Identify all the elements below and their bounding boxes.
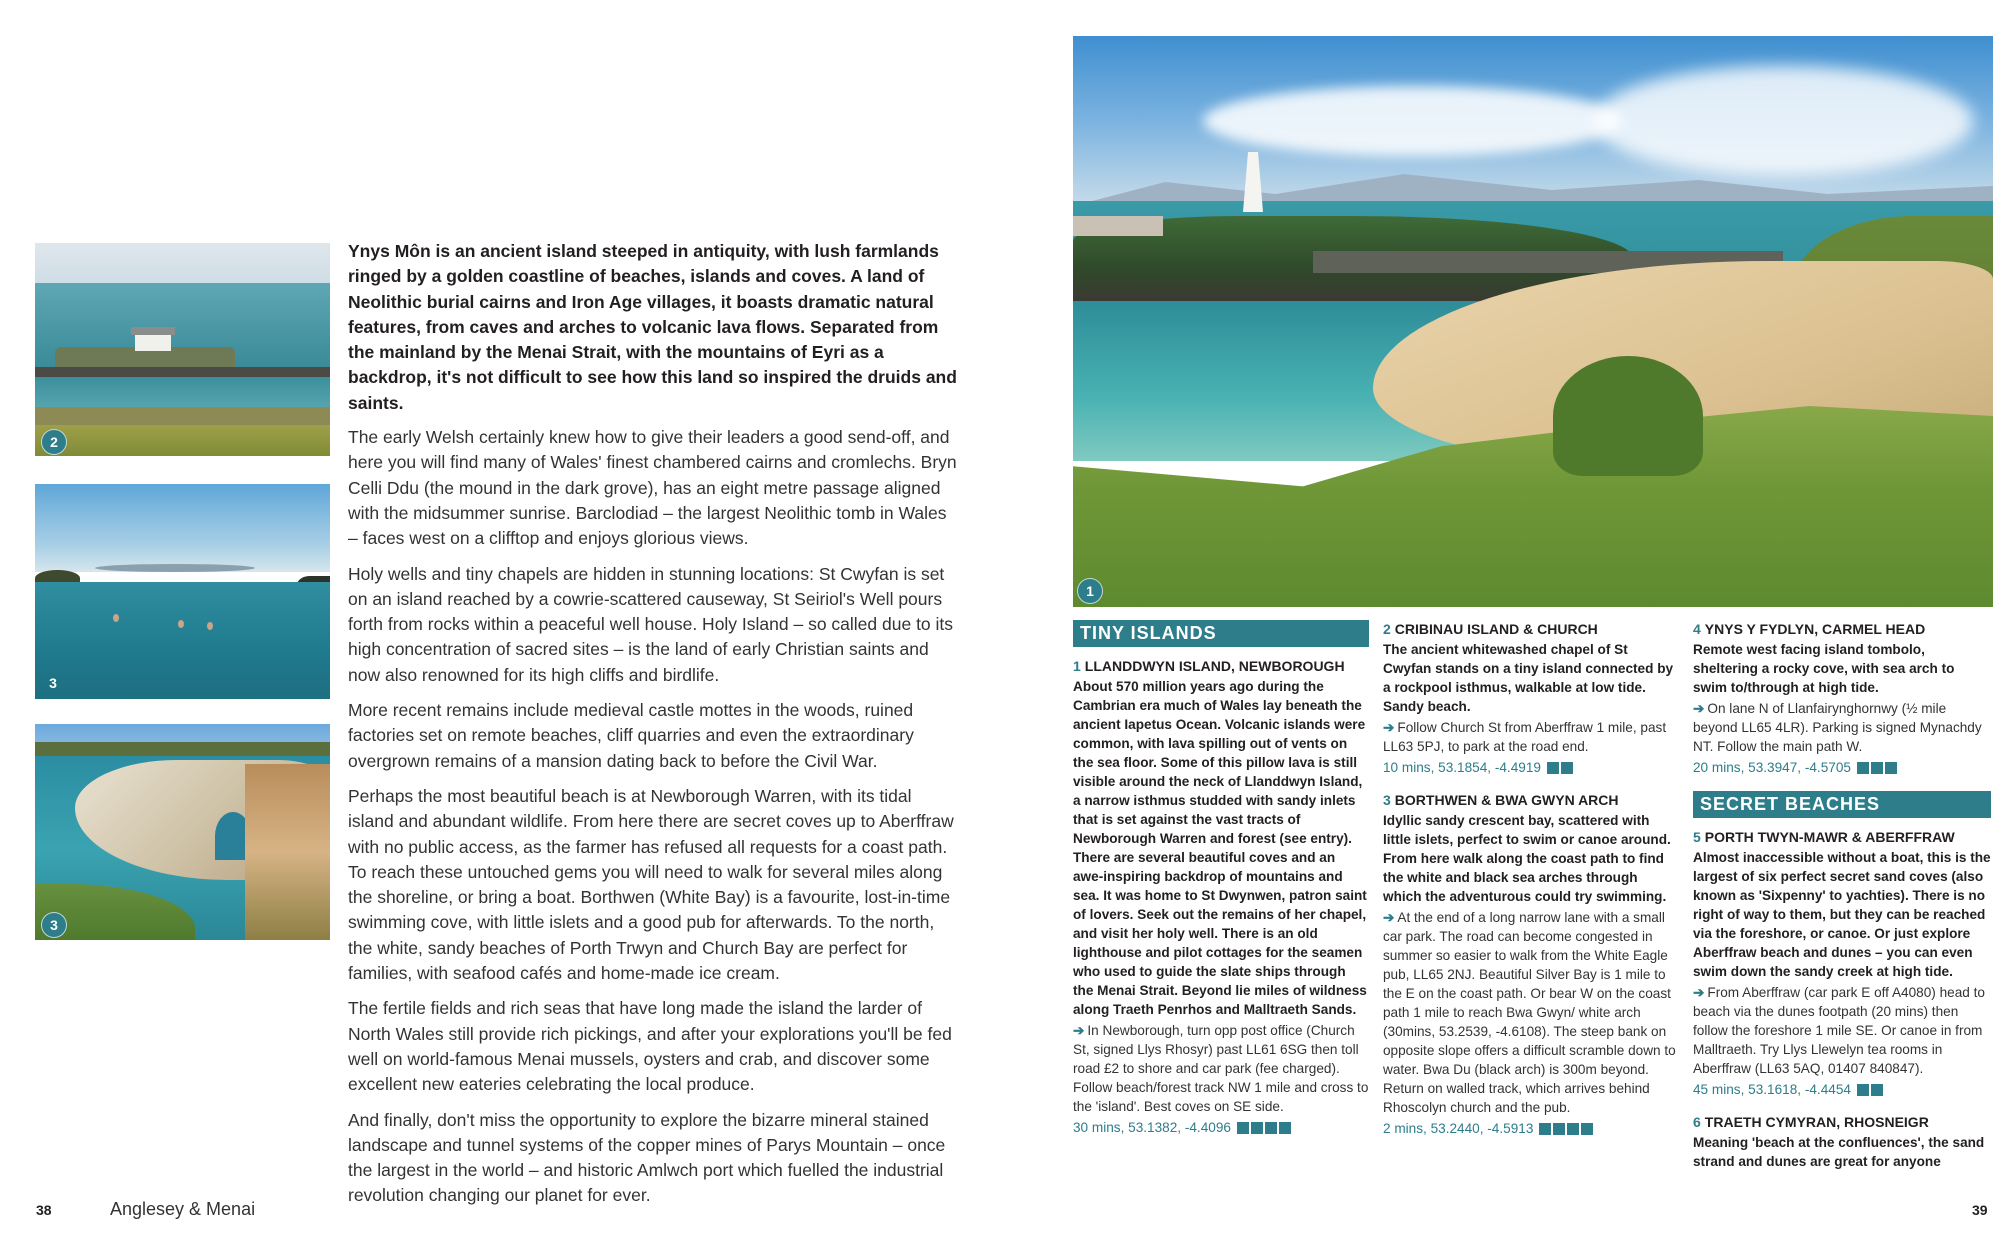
canoe-icon — [1567, 1123, 1579, 1135]
intro-paragraph: Holy wells and tiny chapels are hidden in stunning locations: St Cwyfan is set on an island reached by a cowrie-scattered causeway, St Seiriol's Well pours forth from rocks within a peaceful well house. Holy Island – so called due to its high concentration of sacred sites – is the land of early Christian saints and now also renowned for its high cliffs and birdlife. — [348, 563, 954, 685]
listing-entry — [1693, 1113, 1991, 1171]
column-tiny-islands — [1073, 620, 1369, 1151]
church-icon — [1561, 762, 1573, 774]
listing-description: Idyllic sandy crescent bay, scattered with little islets, perfect to swim or canoe around. From here walk along the coast path to find the white and black sea arches through which the adventurous could try swimming. — [1383, 812, 1671, 904]
page-number-right: 39 — [1972, 1202, 1988, 1218]
photo-number-badge: 1 — [1077, 578, 1103, 604]
listing-meta: 45 mins, 53.1618, -4.4454 — [1693, 1080, 1991, 1100]
facility-icons — [1537, 1120, 1593, 1139]
listing-directions: ➔ At the end of a long narrow lane with a small car park. The road can become congested in summer so easier to walk from the White Eagle pub, LL65 2NJ. Beautiful Silver Bay is 1 mile to the E on the coast path. Or bear W on the coast path 1 mile to reach Bwa Gwyn/ white arch (30mins, 53.2539, -4.6108). The steep bank on opposite slope offers a difficult scramble down to water. Bwa Du (black arch) is 300m beyond. Return on walled track, which arrives behind Rhoscolyn church and the pub. — [1383, 909, 1676, 1115]
walk-icon — [1251, 1122, 1263, 1134]
listing-entry — [1383, 791, 1679, 1139]
section-banner: TINY ISLANDS — [1073, 620, 1369, 647]
intro-text — [348, 239, 958, 1219]
listing-entry — [1073, 657, 1369, 1138]
arrow-icon: ➔ — [1693, 701, 1705, 716]
listing-meta: 10 mins, 53.1854, -4.4919 — [1383, 758, 1679, 778]
photo-number-badge: 3 — [49, 675, 57, 691]
arch-icon — [1885, 762, 1897, 774]
intro-lead: Ynys Môn is an ancient island steeped in antiquity, with lush farmlands ringed by a golden coastline of beaches, islands and coves. A land of Neolithic burial cairns and Iron Age villages, it boasts dramatic natural features, from caves and arches to volcanic lava flows. Separated from the mainland by the Menai Strait, with the mountains of Eyri as a backdrop, it's not difficult to see how this land so inspired the druids and saints. — [348, 241, 957, 413]
intro-paragraph: The fertile fields and rich seas that have long made the island the larder of North Wales still provide rich pickings, and after your explorations you'll be fed well on world-famous Menai mussels, oysters and crab, and discover some excellent new eateries celebrating the local produce. — [348, 998, 952, 1095]
swim-icon — [1237, 1122, 1249, 1134]
family-icon — [1279, 1122, 1291, 1134]
listing-description: Almost inaccessible without a boat, this is the largest of six perfect secret sand coves (also known as 'Sixpenny' to yachties). There is no right of way to them, but they can be reached via the foreshore, or canoe. Or just explore Aberffraw beach and dunes – you can even swim down the sandy creek at high tide. — [1693, 849, 1991, 979]
page-number-left: 38 — [36, 1202, 52, 1218]
facility-icons — [1235, 1119, 1291, 1138]
intro-paragraph: Perhaps the most beautiful beach is at Newborough Warren, with its tidal island and abundant wildlife. From here there are secret coves up to Aberffraw with no public access, as the farmer has refused all requests for a coast path. To reach these untouched gems you will need to walk for several miles along the shoreline, or bring a boat. Borthwen (White Bay) is a favourite, lost-in-time swimming cove, with little islets and a good pub for afterwards. To the north, the white, sandy beaches of Porth Trwyn and Church Bay are perfect for families, with seafood cafés and home-made ice cream. — [348, 785, 954, 984]
running-footer: Anglesey & Menai — [110, 1199, 256, 1219]
listing-title: 2 CRIBINAU ISLAND & CHURCH — [1383, 621, 1598, 637]
listing-title: 1 LLANDDWYN ISLAND, NEWBOROUGH — [1073, 658, 1345, 674]
listing-directions: ➔ From Aberffraw (car park E off A4080) head to beach via the dunes footpath (20 mins) then follow the foreshore 1 mile SE. Or canoe in from Malltraeth. Try Llys Llewelyn tea rooms in Aberffraw (LL63 5AQ, 01407 840847). — [1693, 984, 1985, 1076]
section-banner: SECRET BEACHES — [1693, 791, 1991, 818]
intro-paragraph: The early Welsh certainly knew how to give their leaders a good send-off, and here you will find many of Wales' finest chambered cairns and cromlechs. Bryn Celli Ddu (the mound in the dark grove), has an eight metre passage aligned with the midsummer sunrise. Barclodiad – the largest Neolithic tomb in Wales – faces west on a clifftop and enjoys glorious views. — [348, 427, 957, 549]
intro-paragraph: And finally, don't miss the opportunity to explore the bizarre mineral stained landscape and tunnel systems of the copper mines of Parys Mountain – once the largest in the world – and historic Amlwch port which fuelled the industrial revolution changing our planet for ever. — [348, 1109, 946, 1206]
arrow-icon: ➔ — [1383, 720, 1395, 735]
listing-description: Meaning 'beach at the confluences', the sand strand and dunes are great for anyone — [1693, 1134, 1985, 1169]
listing-meta: 2 mins, 53.2440, -4.5913 — [1383, 1119, 1679, 1139]
walk-icon — [1871, 762, 1883, 774]
arrow-icon: ➔ — [1693, 984, 1705, 1000]
photo-st-cwyfan-chapel — [35, 243, 330, 456]
listing-entry — [1383, 620, 1679, 778]
listing-description: The ancient whitewashed chapel of St Cwyfan stands on a tiny island connected by a rockpool isthmus, walkable at low tide. Sandy beach. — [1383, 642, 1674, 714]
listing-description: About 570 million years ago during the Cambrian era much of Wales lay beneath the ancient Iapetus Ocean. Volcanic islands were common, with lava spilling out of vents on the sea floor. Some of this pillow lava is still visible around the neck of Llanddwyn Island, a narrow isthmus studded with sandy inlets that is set against the vast tracts of Newborough Warren and forest (see entry). There are several beautiful coves and an awe-inspiring backdrop of mountains and sea. It was home to St Dwynwen, patron saint of lovers. Seek out the remains of her chapel, and visit her holy well. There is an old lighthouse and pilot cottages for the seamen who used to guide the slate ships through the Menai Strait. Beyond lie miles of wildness along Traeth Penrhos and Malltraeth Sands. — [1073, 679, 1367, 1017]
listing-directions: ➔ In Newborough, turn opp post office (Church St, signed Llys Rhosyr) past LL61 6SG then toll road £2 to shore and car park (fee charged). Follow beach/forest track NW 1 mile and cross to the 'island'. Best coves on SE side. — [1073, 1023, 1369, 1114]
listing-meta: 20 mins, 53.3947, -4.5705 — [1693, 758, 1991, 778]
listing-title: 5 PORTH TWYN-MAWR & ABERFFRAW — [1693, 828, 1955, 845]
arrow-icon: ➔ — [1383, 909, 1395, 925]
listing-title: 4 YNYS Y FYDLYN, CARMEL HEAD — [1693, 621, 1926, 637]
swim-icon — [1857, 1084, 1869, 1096]
swim-icon — [1857, 762, 1869, 774]
facility-icons — [1855, 1081, 1883, 1100]
photo-number-badge: 2 — [41, 429, 67, 455]
swim-icon — [1547, 762, 1559, 774]
pub-icon — [1553, 1123, 1565, 1135]
canoe-icon — [1871, 1084, 1883, 1096]
swim-icon — [1539, 1123, 1551, 1135]
photo-white-arch — [35, 724, 330, 940]
intro-paragraph: More recent remains include medieval castle mottes in the woods, ruined factories set on remote beaches, cliff quarries and even the extraordinary overgrown remains of a mansion dating back to before the Civil War. — [348, 700, 914, 771]
listing-meta: 30 mins, 53.1382, -4.4096 — [1073, 1118, 1369, 1138]
photo-number-badge: 3 — [41, 912, 67, 938]
listing-title: 6 TRAETH CYMYRAN, RHOSNEIGR — [1693, 1113, 1929, 1130]
listing-description: Remote west facing island tombolo, sheltering a rocky cove, with sea arch to swim to/through at high tide. — [1693, 642, 1955, 695]
photo-swimmers — [35, 484, 330, 699]
camera-icon — [1265, 1122, 1277, 1134]
listing-title: 3 BORTHWEN & BWA GWYN ARCH — [1383, 791, 1619, 808]
arrow-icon: ➔ — [1073, 1023, 1085, 1038]
listing-entry — [1693, 620, 1991, 778]
listing-entry — [1693, 828, 1991, 1100]
facility-icons — [1545, 759, 1573, 778]
photo-llanddwyn-island — [1073, 36, 1993, 607]
column-secret-beaches — [1693, 620, 1991, 1184]
facility-icons — [1855, 759, 1897, 778]
column-islands-2 — [1383, 620, 1679, 1152]
listing-directions: ➔ Follow Church St from Aberffraw 1 mile, past LL63 5PJ, to park at the road end. — [1383, 720, 1667, 754]
listing-directions: ➔ On lane N of Llanfairynghornwy (½ mile beyond LL65 4LR). Parking is signed Mynachdy NT. Follow the main path W. — [1693, 701, 1982, 754]
family-icon — [1581, 1123, 1593, 1135]
